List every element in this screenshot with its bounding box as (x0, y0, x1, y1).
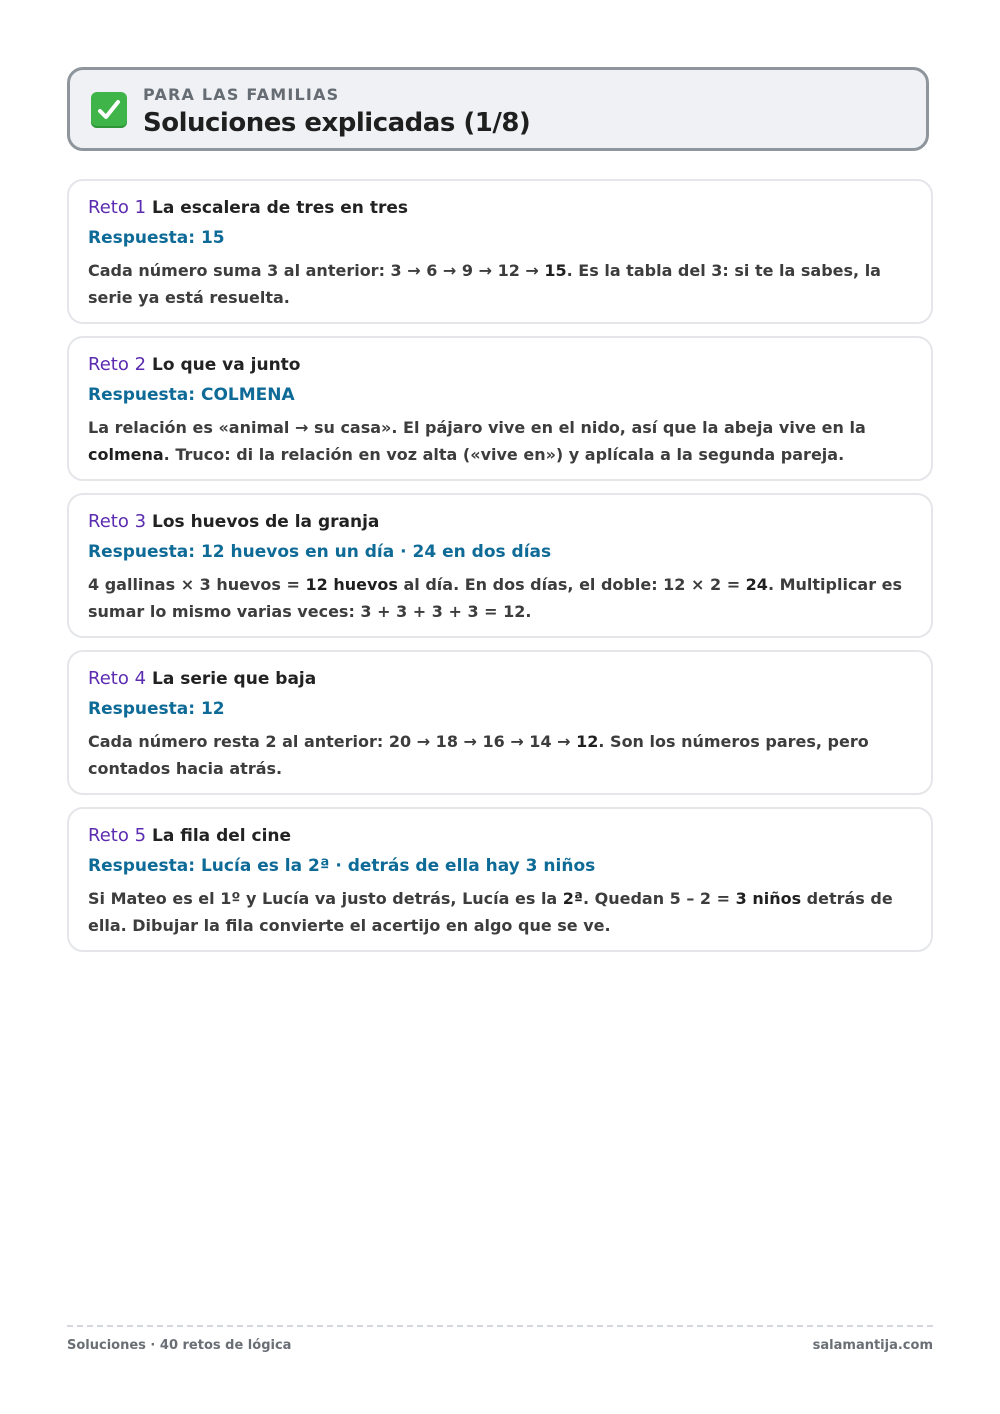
page-title: Soluciones explicadas (1/8) (143, 108, 531, 138)
reto-title: Los huevos de la granja (152, 512, 380, 532)
reto-title: La serie que baja (152, 669, 317, 689)
footer-divider (67, 1325, 933, 1327)
explanation: Cada número suma 3 al anterior: 3 → 6 → 9 → 12 → 15. Es la tabla del 3: si te la sabes, la serie ya está resuelta. (88, 261, 881, 307)
explanation: Cada número resta 2 al anterior: 20 → 18 → 16 → 14 → 12. Son los números pares, pero contados hacia atrás. (88, 732, 869, 778)
answer: Respuesta: 15 (88, 228, 225, 248)
reto-label: Reto 3 (88, 511, 147, 532)
explanation: 4 gallinas × 3 huevos = 12 huevos al día. En dos días, el doble: 12 × 2 = 24. Multiplicar es sumar lo mismo varias veces: 3 + 3 + 3 + 3 = 12. (88, 575, 903, 621)
challenge-card-1 (67, 179, 933, 324)
check-mark-button-icon (91, 92, 127, 128)
reto-label: Reto 4 (88, 668, 147, 689)
explanation: La relación es «animal → su casa». El pájaro vive en el nido, así que la abeja vive en la colmena. Truco: di la relación en voz alta («vive en») y aplícala a la segunda pareja. (88, 418, 866, 464)
footer-site: salamantija.com (812, 1338, 933, 1353)
header-eyebrow: PARA LAS FAMILIAS (143, 85, 340, 104)
challenge-card-4 (67, 650, 933, 795)
reto-label: Reto 2 (88, 354, 147, 375)
answer: Respuesta: Lucía es la 2ª · detrás de ella hay 3 niños (88, 856, 596, 876)
reto-title: La escalera de tres en tres (152, 198, 408, 218)
section-header (67, 67, 929, 151)
challenge-card-5 (67, 807, 933, 952)
explanation: Si Mateo es el 1º y Lucía va justo detrás, Lucía es la 2ª. Quedan 5 – 2 = 3 niños detrás de ella. Dibujar la fila convierte el acertijo en algo que se ve. (88, 889, 893, 935)
footer-left: Soluciones · 40 retos de lógica (67, 1338, 292, 1353)
reto-label: Reto 5 (88, 825, 147, 846)
answer: Respuesta: 12 (88, 699, 225, 719)
answer: Respuesta: 12 huevos en un día · 24 en dos días (88, 542, 552, 562)
challenge-card-2 (67, 336, 933, 481)
reto-title: Lo que va junto (152, 355, 301, 375)
answer: Respuesta: COLMENA (88, 385, 295, 405)
reto-title: La fila del cine (152, 826, 292, 846)
challenge-card-3 (67, 493, 933, 638)
reto-label: Reto 1 (88, 197, 147, 218)
